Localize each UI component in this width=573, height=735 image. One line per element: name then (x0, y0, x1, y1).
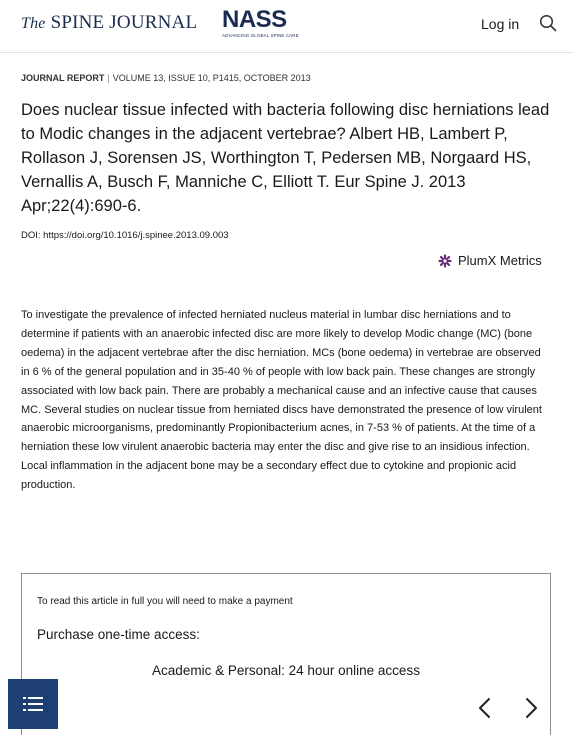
payment-panel (21, 573, 551, 735)
chevron-left-icon[interactable] (476, 697, 494, 719)
purchase-heading: Purchase one-time access: (37, 627, 200, 642)
article-title: Does nuclear tissue infected with bacteria following disc herniations lead to Modic changes in the adjacent vertebrae? Albert HB, Lambert P, Rollason J, Sorensen JS, Worthington T, Pedersen MB, Norgaard HS, Vernallis A, Busch F, Manniche C, Elliott T. Eur Spine J. 2013 Apr;22(4):690-6. (21, 101, 550, 215)
journal-logo-name: SPINE JOURNAL (50, 12, 198, 33)
chevron-right-icon[interactable] (522, 697, 540, 719)
article-issue-info: VOLUME 13, ISSUE 10, P1415, OCTOBER 2013 (112, 73, 311, 83)
site-header (0, 0, 573, 52)
plumx-metrics-link[interactable] (438, 253, 542, 268)
nass-logo-tagline: ADVANCING GLOBAL SPINE CARE (222, 33, 299, 38)
article-meta (21, 73, 311, 83)
header-divider (0, 52, 573, 53)
article-doi[interactable]: DOI: https://doi.org/10.1016/j.spinee.2013.09.003 (21, 230, 229, 241)
search-icon[interactable] (539, 14, 557, 32)
journal-logo-the: The (21, 15, 46, 32)
access-option[interactable]: Academic & Personal: 24 hour online access (152, 663, 420, 678)
plumx-label: PlumX Metrics (458, 253, 542, 268)
journal-logo[interactable] (21, 12, 197, 34)
payment-notice: To read this article in full you will need to make a payment (37, 596, 293, 607)
login-link[interactable]: Log in (481, 16, 520, 32)
table-of-contents-button[interactable] (8, 679, 58, 729)
nass-logo[interactable] (222, 8, 314, 38)
list-icon (23, 696, 43, 712)
nass-logo-text: NASS (222, 6, 287, 33)
article-abstract: To investigate the prevalence of infected herniated nucleus material in lumbar disc herniations and to determine if patients with an anaerobic infected disc are more likely to develop Modic change (MC) (bone oedema) in the adjacent vertebrae after the disc herniation. MCs (bone oedema) in vertebrae are observed in 6 % of the general population and in 35-40 % of people with low back pain. These changes are strongly associated with low back pain. There are probably a mechanical cause and an infective cause that causes MC. Several studies on nuclear tissue from herniated discs have demonstrated the presence of low virulent anaerobic microorganisms, predominantly Propionibacterium acnes, in 7-53 % of patients. At the time of a herniation these low virulent anaerobic bacteria may enter the disc and give rise to an insidious infection. Local inflammation in the adjacent bone may be a secondary effect due to cytokine and propionic acid production. (21, 309, 542, 492)
plumx-icon (438, 254, 452, 268)
meta-separator: | (107, 73, 110, 83)
article-type: JOURNAL REPORT (21, 73, 105, 83)
